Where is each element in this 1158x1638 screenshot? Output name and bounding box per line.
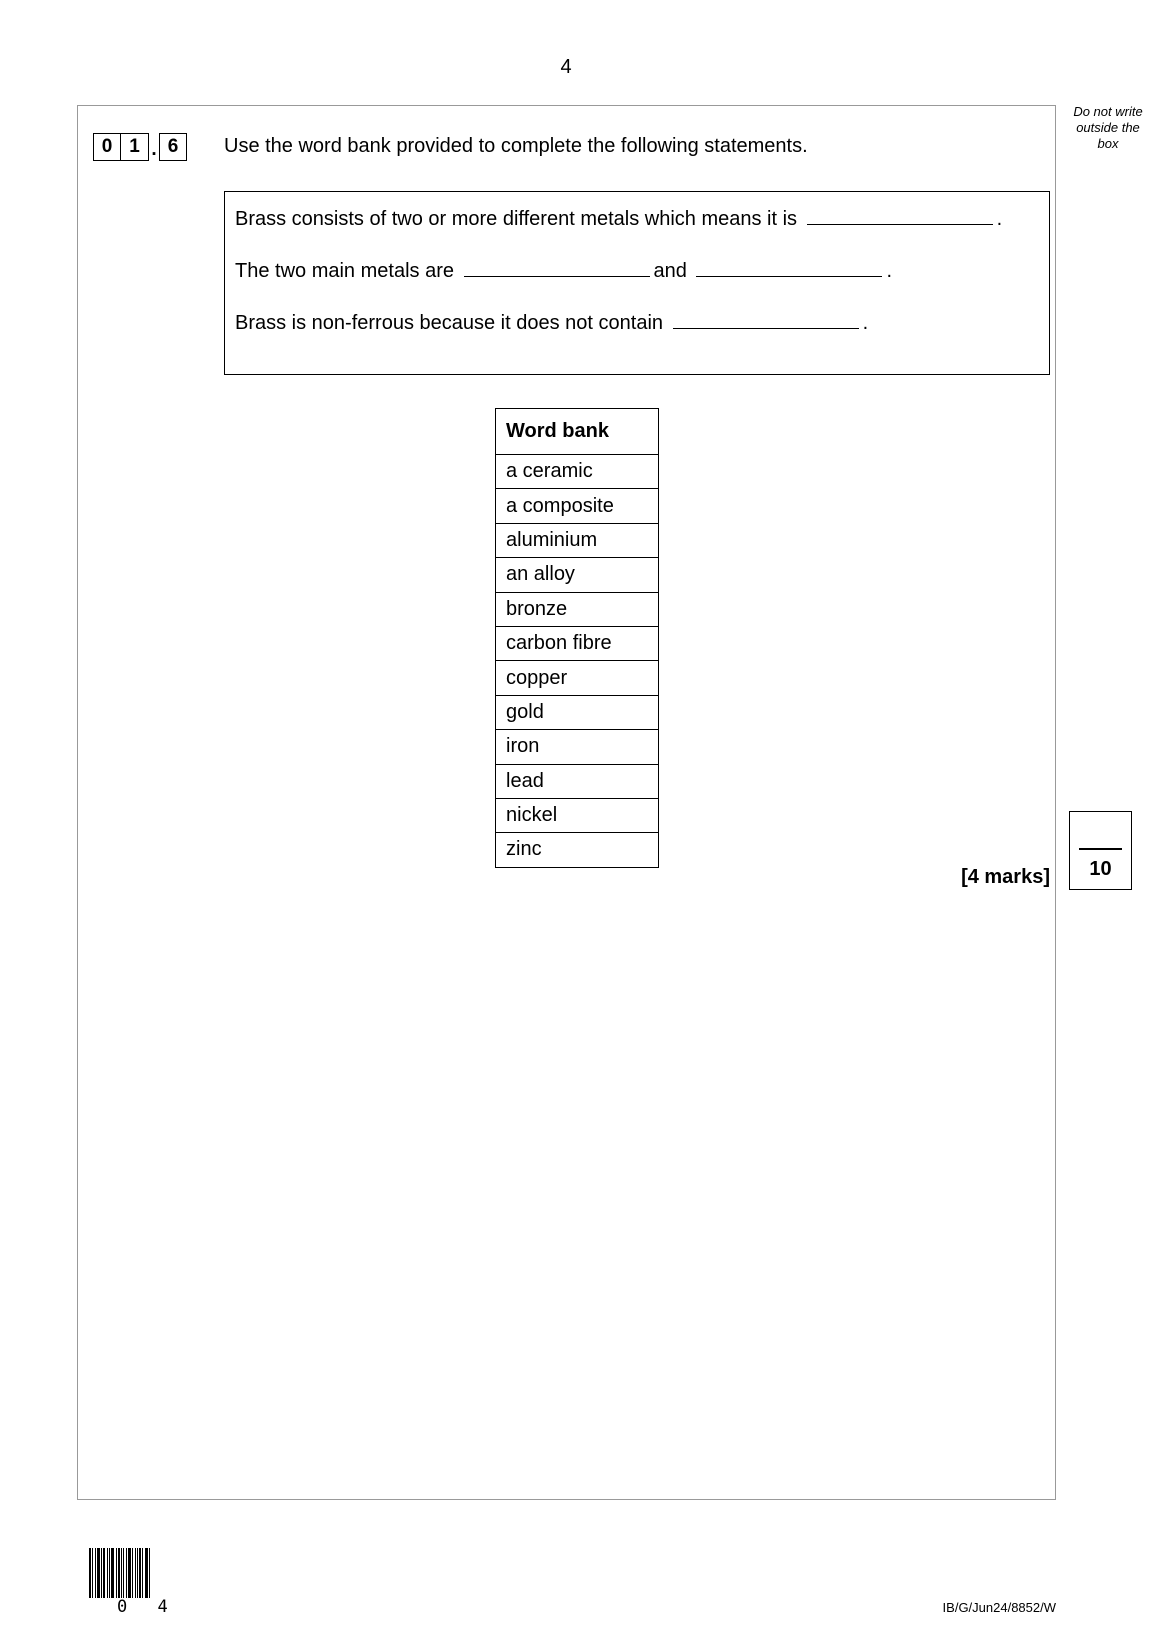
barcode	[89, 1548, 150, 1598]
word-bank-table	[495, 408, 659, 868]
question-digit: 6	[159, 133, 187, 161]
answer-blank[interactable]	[673, 311, 859, 329]
question-digit: 1	[121, 133, 149, 161]
page-number: 4	[560, 56, 572, 78]
word-bank-item: copper	[496, 661, 659, 695]
word-bank-title: Word bank	[496, 409, 659, 455]
answer-blank[interactable]	[696, 259, 882, 277]
statement-2	[235, 259, 892, 283]
question-separator: .	[151, 139, 157, 160]
barcode-number: 0 4	[117, 1597, 178, 1617]
statement-text: Brass is non-ferrous because it does not contain	[235, 312, 664, 334]
word-bank-item: carbon fibre	[496, 626, 659, 660]
question-digit: 0	[93, 133, 121, 161]
statement-text: The two main metals are	[235, 260, 454, 282]
word-bank-item: a composite	[496, 489, 659, 523]
statement-punct: .	[996, 208, 1003, 230]
score-line	[1079, 848, 1122, 850]
statement-1	[235, 207, 1002, 231]
answer-blank[interactable]	[464, 259, 650, 277]
question-number	[93, 133, 187, 161]
word-bank-item: an alloy	[496, 558, 659, 592]
statements-box	[224, 191, 1050, 375]
word-bank-item: lead	[496, 764, 659, 798]
statement-punct: .	[862, 312, 869, 334]
answer-blank[interactable]	[807, 207, 993, 225]
word-bank-item: a ceramic	[496, 455, 659, 489]
statement-3	[235, 311, 868, 335]
score-total: 10	[1089, 858, 1112, 880]
word-bank-item: iron	[496, 730, 659, 764]
word-bank-item: aluminium	[496, 523, 659, 557]
barcode-bar	[149, 1548, 150, 1598]
word-bank-item: nickel	[496, 798, 659, 832]
statement-punct: .	[886, 260, 893, 282]
margin-note: Do not write outside the box	[1073, 104, 1143, 151]
statement-text: and	[653, 260, 687, 282]
word-bank-item: bronze	[496, 592, 659, 626]
question-text: Use the word bank provided to complete the following statements.	[224, 135, 808, 157]
score-box	[1069, 811, 1132, 890]
statement-text: Brass consists of two or more different metals which means it is	[235, 208, 798, 230]
paper-code: IB/G/Jun24/8852/W	[942, 1600, 1056, 1615]
marks-label: [4 marks]	[961, 866, 1050, 888]
word-bank-item: zinc	[496, 833, 659, 867]
word-bank-item: gold	[496, 695, 659, 729]
